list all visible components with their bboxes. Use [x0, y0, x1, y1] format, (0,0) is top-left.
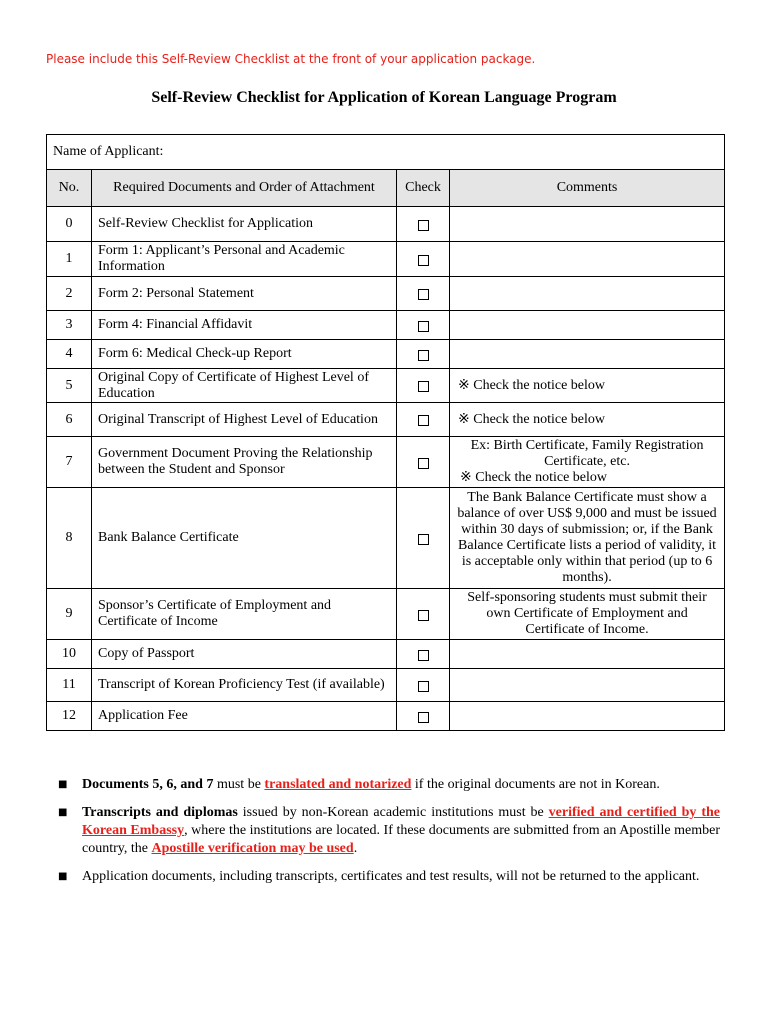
header-check: Check	[397, 170, 450, 207]
row-number: 6	[47, 403, 92, 437]
note2-text3: .	[353, 841, 358, 856]
row-check-cell	[397, 403, 450, 437]
note1-text1: must be	[213, 777, 265, 792]
note2-red2: Apostille verification may be used	[151, 841, 354, 856]
bullet-square-icon: ■	[58, 807, 68, 818]
notes-section	[58, 776, 720, 896]
checkbox-icon[interactable]	[418, 681, 429, 692]
row-number: 11	[47, 669, 92, 702]
comment-line: ※ Check the notice below	[460, 470, 608, 485]
note2-text2: , where the institutions are located. If these documents are submitted from an Apostille member country, the	[82, 823, 720, 856]
row-comment	[450, 340, 725, 369]
row-comment	[450, 669, 725, 702]
row-number: 2	[47, 277, 92, 311]
row-check-cell	[397, 277, 450, 311]
table-row	[47, 640, 725, 669]
row-number: 0	[47, 207, 92, 242]
checkbox-icon[interactable]	[418, 712, 429, 723]
row-check-cell	[397, 311, 450, 340]
row-document: Transcript of Korean Proficiency Test (if available)	[92, 669, 397, 702]
row-check-cell	[397, 669, 450, 702]
row-document: Government Document Proving the Relationship between the Student and Sponsor	[92, 437, 397, 488]
row-comment	[450, 369, 725, 403]
row-comment	[450, 207, 725, 242]
checkbox-icon[interactable]	[418, 650, 429, 661]
row-check-cell	[397, 340, 450, 369]
row-document: Copy of Passport	[92, 640, 397, 669]
page-title: Self-Review Checklist for Application of Korean Language Program	[151, 89, 617, 106]
comment-line: Ex: Birth Certificate, Family Registration Certificate, etc.	[470, 438, 704, 469]
row-document: Form 4: Financial Affidavit	[92, 311, 397, 340]
row-comment	[450, 488, 725, 589]
note-verification	[58, 804, 720, 858]
checkbox-icon[interactable]	[418, 255, 429, 266]
bullet-square-icon: ■	[58, 779, 68, 790]
row-comment	[450, 640, 725, 669]
table-row	[47, 340, 725, 369]
row-document: Application Fee	[92, 702, 397, 731]
table-row	[47, 277, 725, 311]
checkbox-icon[interactable]	[418, 321, 429, 332]
row-check-cell	[397, 207, 450, 242]
note1-bold: Documents 5, 6, and 7	[82, 777, 214, 792]
row-number: 4	[47, 340, 92, 369]
row-check-cell	[397, 589, 450, 640]
row-check-cell	[397, 369, 450, 403]
row-number: 7	[47, 437, 92, 488]
row-number: 10	[47, 640, 92, 669]
row-number: 12	[47, 702, 92, 731]
row-document: Original Copy of Certificate of Highest Level of Education	[92, 369, 397, 403]
note2-bold: Transcripts and diplomas	[82, 805, 238, 820]
checkbox-icon[interactable]	[418, 415, 429, 426]
note-not-returned	[58, 868, 720, 886]
checklist-table	[46, 134, 725, 731]
note-translation	[58, 776, 720, 794]
checkbox-icon[interactable]	[418, 350, 429, 361]
note1-text2: if the original documents are not in Korean.	[411, 777, 660, 792]
row-comment	[450, 702, 725, 731]
table-row	[47, 669, 725, 702]
row-document: Original Transcript of Highest Level of Education	[92, 403, 397, 437]
row-document: Form 1: Applicant’s Personal and Academic Information	[92, 242, 397, 277]
row-number: 5	[47, 369, 92, 403]
note3-text: Application documents, including transcripts, certificates and test results, will not be returned to the applicant.	[82, 869, 700, 884]
table-row	[47, 589, 725, 640]
comment-line: Self-sponsoring students must submit their own Certificate of Employment and Certificate of Income.	[467, 590, 707, 637]
table-row	[47, 242, 725, 277]
checkbox-icon[interactable]	[418, 610, 429, 621]
table-row	[47, 369, 725, 403]
row-document: Sponsor’s Certificate of Employment and Certificate of Income	[92, 589, 397, 640]
bullet-square-icon: ■	[58, 871, 68, 882]
row-comment	[450, 589, 725, 640]
table-row	[47, 437, 725, 488]
checkbox-icon[interactable]	[418, 534, 429, 545]
row-document: Bank Balance Certificate	[92, 488, 397, 589]
checkbox-icon[interactable]	[418, 220, 429, 231]
row-comment	[450, 277, 725, 311]
row-document: Form 6: Medical Check-up Report	[92, 340, 397, 369]
row-comment	[450, 242, 725, 277]
row-comment	[450, 311, 725, 340]
row-comment	[450, 437, 725, 488]
comment-line: ※ Check the notice below	[458, 377, 606, 393]
row-comment	[450, 403, 725, 437]
header-documents: Required Documents and Order of Attachment	[92, 170, 397, 207]
row-number: 9	[47, 589, 92, 640]
checkbox-icon[interactable]	[418, 458, 429, 469]
table-row	[47, 702, 725, 731]
table-header-row	[47, 170, 725, 207]
note1-red: translated and notarized	[264, 777, 412, 792]
row-number: 1	[47, 242, 92, 277]
header-no: No.	[47, 170, 92, 207]
applicant-name-label: Name of Applicant:	[47, 135, 725, 170]
row-check-cell	[397, 242, 450, 277]
row-check-cell	[397, 437, 450, 488]
note2-red1: verified and certified by the Korean Embassy	[82, 805, 721, 838]
table-row	[47, 403, 725, 437]
row-check-cell	[397, 640, 450, 669]
table-row	[47, 311, 725, 340]
applicant-name-row	[47, 135, 725, 170]
comment-line: The Bank Balance Certificate must show a balance of over US$ 9,000 and must be issued within 30 days of submission; or, if the Bank Balance Certificate lists a period of validity, it is acceptable only within that period (up to 6 months).	[457, 490, 717, 585]
row-number: 3	[47, 311, 92, 340]
checkbox-icon[interactable]	[418, 381, 429, 392]
table-row	[47, 488, 725, 589]
row-number: 8	[47, 488, 92, 589]
row-document: Self-Review Checklist for Application	[92, 207, 397, 242]
row-check-cell	[397, 702, 450, 731]
comment-line: ※ Check the notice below	[458, 411, 606, 427]
table-row	[47, 207, 725, 242]
note2-text1: issued by non-Korean academic institutions must be	[237, 805, 549, 820]
row-check-cell	[397, 488, 450, 589]
front-page-notice: Please include this Self-Review Checklist at the front of your application package.	[46, 52, 536, 66]
checkbox-icon[interactable]	[418, 289, 429, 300]
row-document: Form 2: Personal Statement	[92, 277, 397, 311]
header-comments: Comments	[450, 170, 725, 207]
